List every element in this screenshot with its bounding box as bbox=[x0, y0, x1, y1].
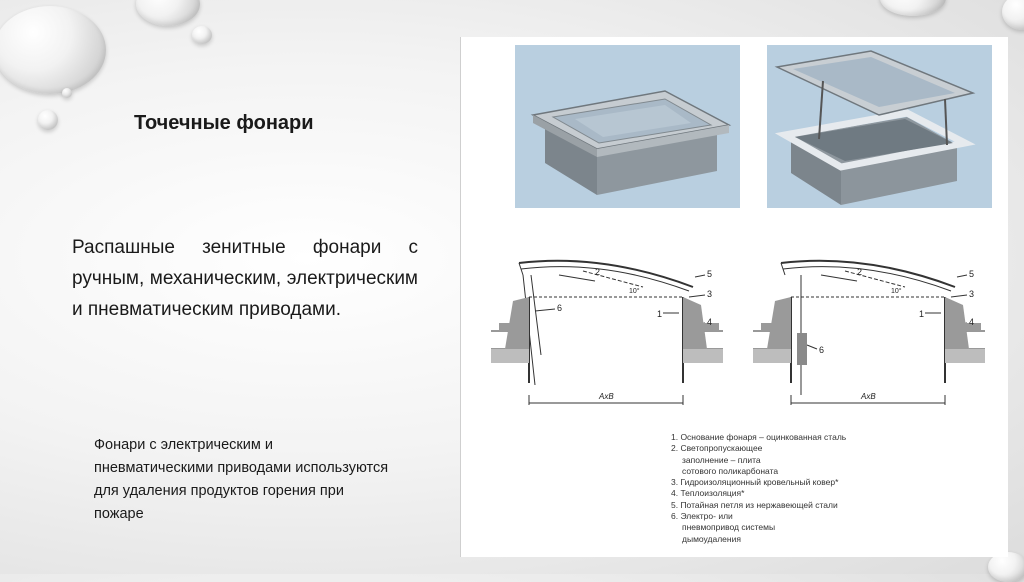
legend-line: сотового поликарбоната bbox=[682, 465, 779, 476]
legend-line: 2. Светопропускающее bbox=[671, 443, 763, 454]
water-drop-top bbox=[136, 0, 200, 26]
section-drawing-closed bbox=[483, 245, 733, 405]
callout-right-3: 1 bbox=[919, 309, 925, 319]
water-drop-edge bbox=[1002, 0, 1024, 30]
angle-label-right: 10° bbox=[891, 288, 902, 295]
callout-right-6: 4 bbox=[969, 317, 975, 327]
section-drawing-open bbox=[745, 245, 995, 405]
slide-note: Фонари с электрическим и пневматическими приводами используются для удаления продуктов горения при пожаре bbox=[94, 437, 389, 522]
callout-left-2: 6 bbox=[557, 303, 563, 313]
callout-right-2: 6 bbox=[819, 345, 825, 355]
water-drop-mid bbox=[38, 110, 58, 130]
water-drop-tiny bbox=[62, 88, 72, 98]
slide-title: Точечные фонари bbox=[134, 112, 314, 134]
legend-line: 4. Теплоизоляция* bbox=[671, 488, 745, 499]
legend-line: 5. Потайная петля из нержавеющей стали bbox=[671, 499, 838, 510]
slide-paragraph: Распашные зенитные фонари с ручным, механическим, электрическим и пневматическим приводами. bbox=[72, 237, 418, 320]
water-drop-small bbox=[192, 26, 212, 44]
skylight-photo-closed bbox=[515, 45, 740, 208]
angle-label-left: 10° bbox=[629, 288, 640, 295]
callout-right-5: 3 bbox=[969, 289, 975, 299]
figure-legend bbox=[671, 432, 846, 545]
dimension-label-right: АхВ bbox=[861, 392, 876, 401]
callout-left-1: 2 bbox=[595, 267, 601, 277]
legend-line: 1. Основание фонаря – оцинкованная сталь bbox=[671, 432, 847, 442]
dimension-label-left: АхВ bbox=[599, 392, 614, 401]
callout-right-1: 2 bbox=[857, 267, 863, 277]
callout-left-5: 3 bbox=[707, 289, 713, 299]
legend-line: 6. Электро- или bbox=[671, 511, 733, 522]
water-drop-large bbox=[0, 6, 106, 94]
legend-line: пневмопривод системы bbox=[682, 522, 776, 533]
legend-line: заполнение – плита bbox=[682, 454, 761, 465]
legend-line: 3. Гидроизоляционный кровельный ковер* bbox=[671, 477, 839, 488]
callout-right-4: 5 bbox=[969, 269, 975, 279]
skylight-figure bbox=[460, 37, 1008, 557]
water-drop-corner bbox=[880, 0, 946, 16]
callout-left-3: 1 bbox=[657, 309, 663, 319]
skylight-photo-open bbox=[767, 45, 992, 208]
legend-line: дымоудаления bbox=[682, 533, 741, 544]
callout-left-6: 4 bbox=[707, 317, 713, 327]
callout-left-4: 5 bbox=[707, 269, 713, 279]
